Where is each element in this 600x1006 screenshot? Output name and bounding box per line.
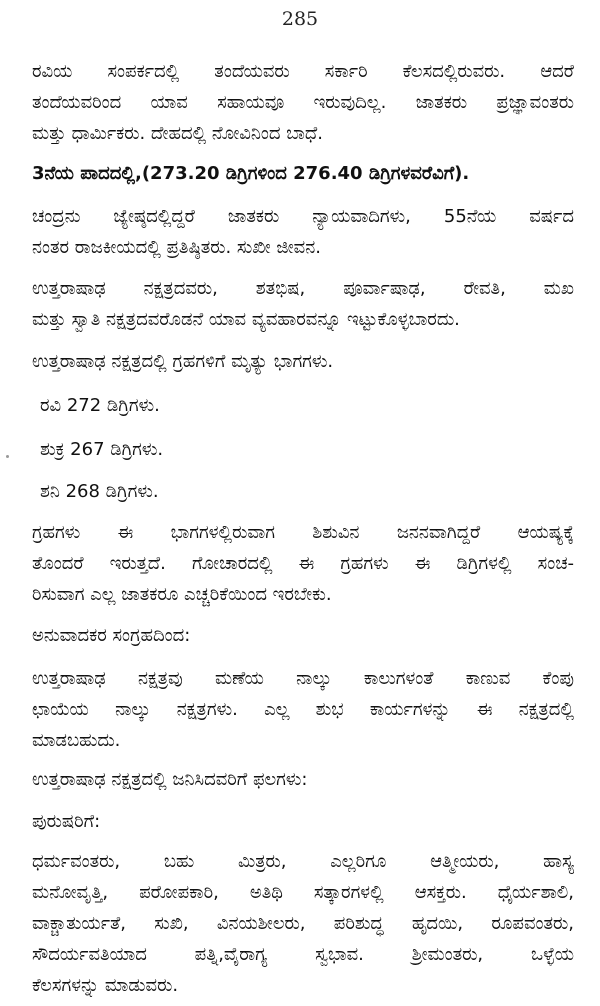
paragraph-section-heading — [32, 158, 574, 189]
text-line: ಗ್ರಹಗಳು ಈ ಭಾಗಗಳಲ್ಲಿರುವಾಗ ಶಿಶುವಿನ ಜನನವಾಗಿದ್ದರೆ ಆಯಷ್ಯಕ್ಕೆ — [32, 522, 574, 543]
paragraph — [32, 273, 574, 335]
text-line: ಶುಕ್ರ 267 ಡಿಗ್ರಿಗಳು. — [40, 439, 164, 460]
text-line: ಉತ್ತರಾಷಾಢ ನಕ್ಷತ್ರದವರು, ಶತಭಿಷ, ಪೂರ್ವಾಷಾಢ, ರೇವತಿ, ಮಖ — [32, 278, 574, 299]
text-line: ವಾಕ್ಚಾತುರ್ಯತೆ, ಸುಖಿ, ವಿನಯಶೀಲರು, ಪರಿಶುದ್ಧ ಹೃದಯಿ, ರೂಪವಂತರು, — [32, 913, 574, 934]
degree-entry-shani — [40, 476, 582, 507]
text-line: ಚಂದ್ರನು ಜ್ಯೇಷ್ಠದಲ್ಲಿದ್ದರೆ ಜಾತಕರು ನ್ಯಾಯವಾದಿಗಳು, 55ನೆಯ ವರ್ಷದ — [32, 206, 574, 227]
text-line: ಮಾಡಬಹುದು. — [32, 730, 121, 751]
paragraph — [32, 663, 574, 756]
text-line: ಉತ್ತರಾಷಾಢ ನಕ್ಷತ್ರವು ಮಣೆಯ ನಾಲ್ಕು ಕಾಲುಗಳಂತೆ ಕಾಣುವ ಕೆಂಪು — [32, 668, 574, 689]
paragraph — [32, 846, 574, 1001]
text-line: ರಿಸುವಾಗ ಎಲ್ಲ ಜಾತಕರೂ ಎಚ್ಚರಿಕೆಯಿಂದ ಇರಬೇಕು. — [32, 584, 332, 605]
page-number: 285 — [281, 8, 319, 30]
paragraph-heading — [32, 806, 574, 837]
text-line: ಸೌದರ್ಯವತಿಯಾದ ಪತ್ನಿ,ವೈರಾಗ್ಯ ಸ್ವಭಾವ. ಶ್ರೀಮಂತರು, ಒಳ್ಳೆಯ — [32, 944, 574, 965]
paragraph-heading — [32, 620, 574, 651]
text-line: ಶನಿ 268 ಡಿಗ್ರಿಗಳು. — [40, 481, 159, 502]
paragraph — [32, 201, 574, 263]
paragraph — [32, 517, 574, 610]
text-line: ಉತ್ತರಾಷಾಢ ನಕ್ಷತ್ರದಲ್ಲಿ ಜನಿಸಿದವರಿಗೆ ಫಲಗಳು: — [32, 769, 308, 790]
paragraph — [32, 56, 574, 149]
margin-speck — [6, 455, 9, 458]
text-line: ತಂದೆಯವರಿಂದ ಯಾವ ಸಹಾಯವೂ ಇರುವುದಿಲ್ಲ. ಜಾತಕರು ಪ್ರಜ್ಞಾವಂತರು — [32, 92, 574, 113]
text-line: ತೊಂದರೆ ಇರುತ್ತದೆ. ಗೋಚಾರದಲ್ಲಿ ಈ ಗ್ರಹಗಳು ಈ ಡಿಗ್ರಿಗಳಲ್ಲಿ ಸಂಚ- — [32, 553, 574, 574]
text-line: ಧರ್ಮವಂತರು, ಬಹು ಮಿತ್ರರು, ಎಲ್ಲರಿಗೂ ಆತ್ಮೀಯರು, ಹಾಸ್ಯ — [32, 851, 574, 872]
text-line: ಮತ್ತು ಸ್ವಾತಿ ನಕ್ಷತ್ರದವರೊಡನೆ ಯಾವ ವ್ಯವಹಾರವನ್ನೂ ಇಟ್ಟುಕೊಳ್ಳಬಾರದು. — [32, 309, 460, 330]
text-line: ಕೆಲಸಗಳನ್ನು ಮಾಡುವರು. — [32, 975, 179, 996]
text-line: ಅನುವಾದಕರ ಸಂಗ್ರಹದಿಂದ: — [32, 625, 191, 646]
paragraph — [32, 346, 574, 377]
text-line: ಉತ್ತರಾಷಾಢ ನಕ್ಷತ್ರದಲ್ಲಿ ಗ್ರಹಗಳಿಗೆ ಮೃತ್ಯು ಭಾಗಗಳು. — [32, 351, 334, 372]
text-line: ಮತ್ತು ಧಾರ್ಮಿಕರು. ದೇಹದಲ್ಲಿ ನೋವಿನಿಂದ ಬಾಧೆ. — [32, 123, 323, 144]
degree-entry-ravi — [40, 390, 582, 421]
text-line: ನಂತರ ರಾಜಕೀಯದಲ್ಲಿ ಪ್ರತಿಷ್ಠಿತರು. ಸುಖೀ ಜೀವನ. — [32, 237, 321, 258]
text-line: ಮನೋವೃತ್ತಿ, ಪರೋಪಕಾರಿ, ಅತಿಥಿ ಸತ್ಕಾರಗಳಲ್ಲಿ ಆಸಕ್ತರು. ಧೈರ್ಯಶಾಲಿ, — [32, 882, 574, 903]
text-line: ರವಿಯ ಸಂಪರ್ಕದಲ್ಲಿ ತಂದೆಯವರು ಸರ್ಕಾರಿ ಕೆಲಸದಲ್ಲಿರುವರು. ಆದರೆ — [32, 61, 574, 82]
degree-entry-shukra — [40, 434, 582, 465]
text-line: ಪುರುಷರಿಗೆ: — [32, 811, 101, 832]
text-line: ರವಿ 272 ಡಿಗ್ರಿಗಳು. — [40, 395, 160, 416]
paragraph-heading — [32, 764, 574, 795]
text-line: ಛಾಯೆಯ ನಾಲ್ಕು ನಕ್ಷತ್ರಗಳು. ಎಲ್ಲ ಶುಭ ಕಾರ್ಯಗಳನ್ನು ಈ ನಕ್ಷತ್ರದಲ್ಲಿ — [32, 699, 574, 720]
text-line: 3ನೆಯ ಪಾದದಲ್ಲಿ,(273.20 ಡಿಗ್ರಿಗಳಿಂದ 276.40 ಡಿಗ್ರಿಗಳವರೆವಿಗೆ). — [32, 163, 470, 184]
